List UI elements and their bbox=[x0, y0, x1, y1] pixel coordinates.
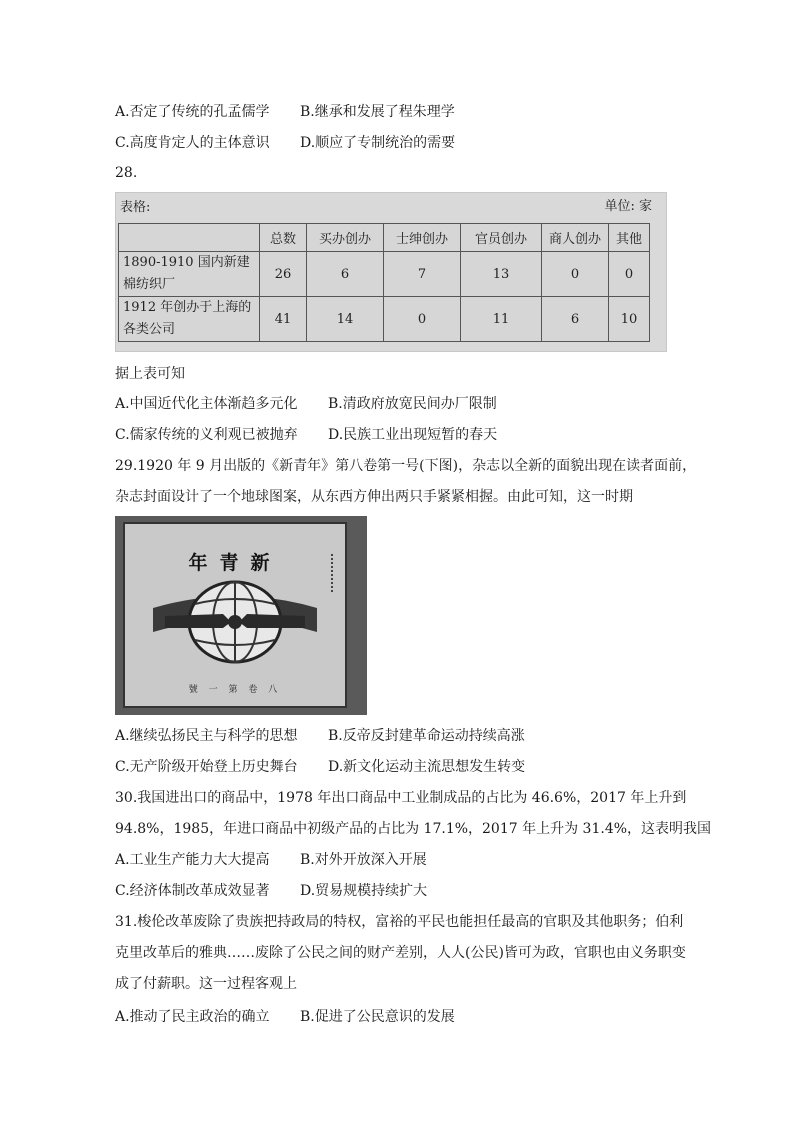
q29-option-b: B.反帝反封建革命运动持续高涨 bbox=[328, 728, 525, 744]
table-cell: 26 bbox=[260, 252, 307, 297]
q28-number: 28. bbox=[115, 165, 138, 181]
table-cell: 0 bbox=[542, 252, 609, 297]
q27-option-b: B.继承和发展了程朱理学 bbox=[300, 104, 455, 120]
q29-option-d: D.新文化运动主流思想发生转变 bbox=[328, 759, 526, 775]
q30-option-d: D.贸易规模持续扩大 bbox=[300, 883, 428, 899]
q30-option-a: A.工业生产能力大大提高 bbox=[115, 852, 270, 868]
table-cell: 0 bbox=[609, 252, 650, 297]
q31-stem-line: 成了付薪职。这一过程客观上 bbox=[115, 976, 297, 992]
row-label-line: 1890-1910 国内新建 bbox=[123, 255, 250, 270]
table-cell: 6 bbox=[542, 297, 609, 342]
cover-frame bbox=[123, 522, 347, 708]
row-label-line: 棉纺织厂 bbox=[123, 277, 176, 292]
table-cell: 7 bbox=[384, 252, 461, 297]
table-header-cell: 商人创办 bbox=[542, 224, 609, 252]
q28-table-image bbox=[115, 192, 667, 352]
table-row-label bbox=[119, 297, 260, 342]
q31-option-a: A.推动了民主政治的确立 bbox=[115, 1009, 270, 1025]
table-cell: 13 bbox=[461, 252, 542, 297]
q27-option-a: A.否定了传统的孔孟儒学 bbox=[115, 104, 270, 120]
q31-stem-line: 克里改革后的雅典……废除了公民之间的财产差别，人人(公民)皆可为政，官职也由义务职变 bbox=[115, 945, 686, 961]
table-cell: 0 bbox=[384, 297, 461, 342]
table-cell: 11 bbox=[461, 297, 542, 342]
globe-handshake-icon bbox=[125, 524, 345, 706]
magazine-cover-photo bbox=[115, 516, 367, 715]
q29-stem-line: 29.1920 年 9 月出版的《新青年》第八卷第一号(下图)，杂志以全新的面貌出现在读者面前， bbox=[115, 458, 697, 474]
table-header-cell bbox=[119, 224, 260, 252]
data-table bbox=[118, 223, 650, 342]
table-row bbox=[119, 252, 650, 297]
q28-option-a: A.中国近代化主体渐趋多元化 bbox=[115, 396, 298, 412]
table-header-cell: 总数 bbox=[260, 224, 307, 252]
q30-stem-line: 30.我国进出口的商品中，1978 年出口商品中工业制成品的占比为 46.6%，2017 年上升到 bbox=[115, 790, 687, 806]
q28-option-b: B.清政府放宽民间办厂限制 bbox=[328, 396, 497, 412]
q30-stem-line: 94.8%，1985，年进口商品中初级产品的占比为 17.1%，2017 年上升为 31.4%，这表明我国 bbox=[115, 821, 712, 837]
table-unit: 单位: 家 bbox=[604, 199, 652, 214]
table-header-cell: 官员创办 bbox=[461, 224, 542, 252]
table-row bbox=[119, 297, 650, 342]
table-cell: 6 bbox=[307, 252, 384, 297]
q28-option-c: C.儒家传统的义利观已被抛弃 bbox=[115, 427, 298, 443]
table-cell: 10 bbox=[609, 297, 650, 342]
table-row-label bbox=[119, 252, 260, 297]
q28-option-d: D.民族工业出现短暂的春天 bbox=[328, 427, 498, 443]
table-cell: 14 bbox=[307, 297, 384, 342]
q28-stem: 据上表可知 bbox=[115, 366, 185, 382]
cover-footer-text: 號 一 第 卷 八 bbox=[188, 685, 282, 695]
table-cell: 41 bbox=[260, 297, 307, 342]
q27-option-c: C.高度肯定人的主体意识 bbox=[115, 135, 270, 151]
q29-option-a: A.继续弘扬民主与科学的思想 bbox=[115, 728, 298, 744]
q30-option-b: B.对外开放深入开展 bbox=[300, 852, 427, 868]
table-header-cell: 买办创办 bbox=[307, 224, 384, 252]
cover-title: 年青新 bbox=[188, 552, 282, 574]
q31-stem-line: 31.梭伦改革废除了贵族把持政局的特权，富裕的平民也能担任最高的官职及其他职务；伯利 bbox=[115, 914, 684, 930]
row-label-line: 1912 年创办于上海的 bbox=[123, 300, 252, 315]
q29-stem-line: 杂志封面设计了一个地球图案，从东西方伸出两只手紧紧相握。由此可知，这一时期 bbox=[115, 489, 633, 505]
q29-option-c: C.无产阶级开始登上历史舞台 bbox=[115, 759, 298, 775]
table-caption: 表格: bbox=[120, 200, 151, 215]
q30-option-c: C.经济体制改革成效显著 bbox=[115, 883, 270, 899]
table-header-row bbox=[119, 224, 650, 252]
table-header-cell: 其他 bbox=[609, 224, 650, 252]
row-label-line: 各类公司 bbox=[123, 322, 176, 337]
table-header-cell: 士绅创办 bbox=[384, 224, 461, 252]
q31-option-b: B.促进了公民意识的发展 bbox=[300, 1009, 455, 1025]
q27-option-d: D.顺应了专制统治的需要 bbox=[300, 135, 456, 151]
